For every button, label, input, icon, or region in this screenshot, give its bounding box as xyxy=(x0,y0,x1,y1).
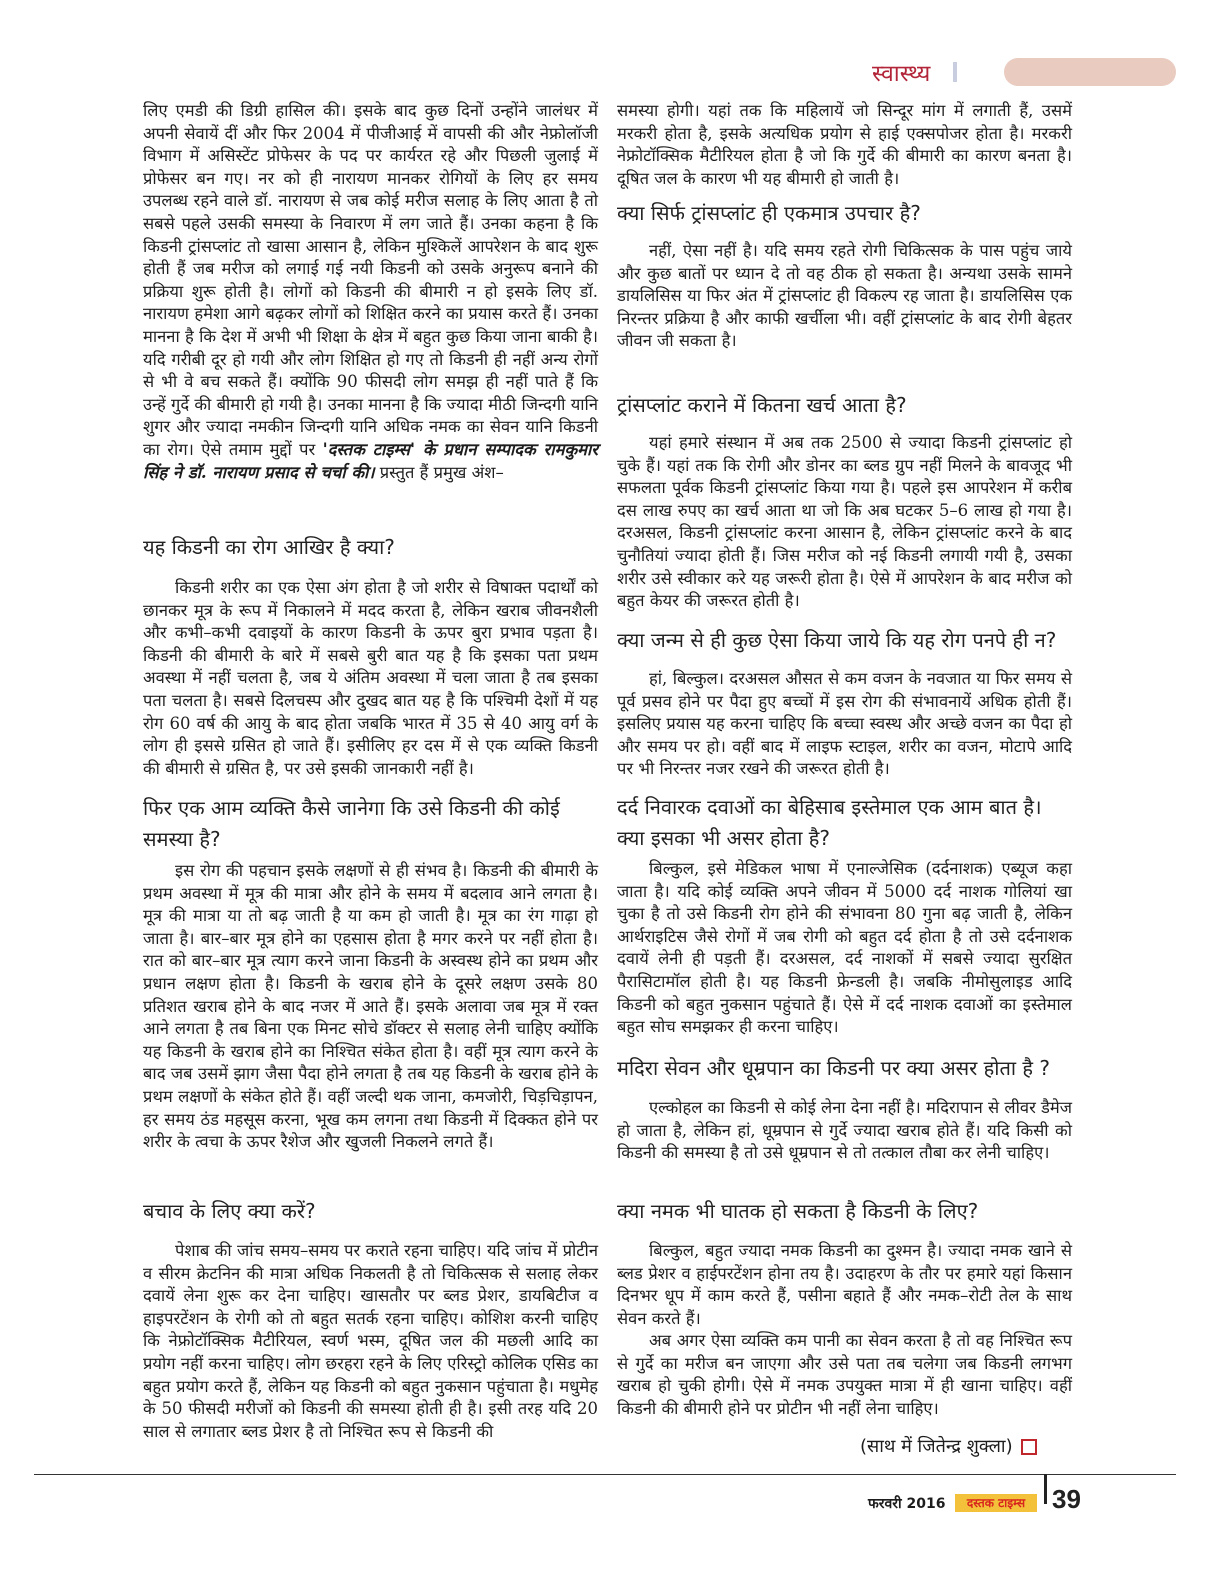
page-number: 39 xyxy=(1052,1484,1081,1514)
heading: क्या जन्म से ही कुछ ऐसा किया जाये कि यह रोग पनपे ही न? xyxy=(617,628,1057,652)
footer-divider xyxy=(34,1474,1176,1475)
intro-paragraph xyxy=(143,100,598,484)
paragraph: पेशाब की जांच समय–समय पर कराते रहना चाहिए। यदि जांच में प्रोटीन व सीरम क्रेटनिन की मात्रा अधिक निकलती है तो चिकित्सक से सलाह लेकर दवायें लेना शुरू कर देना चाहिए। खासतौर पर ब्लड प्रेशर, डायबिटीज व हाइपरटेंशन के रोगी को तो बहुत सतर्क रहना चाहिए। कोशिश करनी चाहिए कि नेफ्रोटॉक्सिक मैटीरियल, स्वर्ण भस्म, दूषित जल की मछली आदि का प्रयोग नहीं करना चाहिए। लोग छरहरा रहने के लिए एरिस्ट्रो कोलिक एसिड का बहुत प्रयोग करते हैं, लेकिन यह किडनी को बहुत नुकसान पहुंचाता है। मधुमेह के 50 फीसदी मरीजों को किडनी की समस्या होती ही है। इसी तरह यदि 20 साल से लगातार ब्लड प्रेशर है तो निश्चित रूप से किडनी की xyxy=(143,1241,598,1441)
intro-text: लिए एमडी की डिग्री हासिल की। इसके बाद कुछ दिनों उन्होंने जालंधर में अपनी सेवायें दीं और फिर 2004 में पीजीआई में वापसी की और नेफ्रोलॉजी विभाग में असिस्टेंट प्रोफेसर के पद पर कार्यरत रहे और पिछली जुलाई में प्रोफेसर बन गए। नर को ही नारायण मानकर रोगियों के लिए हर समय उपलब्ध रहने वाले डॉ. नारायण से जब कोई मरीज सलाह के लिए आता है तो सबसे पहले उसकी समस्या के निवारण में लग जाते हैं। उनका कहना है कि किडनी ट्रांसप्लांट तो खासा आसान है, लेकिन मुश्किलें आपरेशन के बाद शुरू होती हैं जब मरीज को लगाई गई नयी किडनी को उसके अनुरूप बनाने की प्रक्रिया शुरू होती है। लोगों को किडनी की बीमारी न हो इसके लिए डॉ. नारायण हमेशा आगे बढ़कर लोगों को शिक्षित करने का प्रयास करते हैं। उनका मानना है कि देश में अभी भी शिक्षा के क्षेत्र में बहुत कुछ किया जाना बाकी है। यदि गरीबी दूर हो गयी और लोग शिक्षित हो गए तो किडनी ही नहीं अन्य रोगों से भी वे बच सकते हैं। क्योंकि 90 फीसदी लोग समझ ही नहीं पाते हैं कि उन्हें गुर्दे की बीमारी हो गयी है। उनका मानना है कि ज्यादा मीठी जिन्दगी यानि शुगर और ज्यादा नमकीन जिन्दगी यानि अधिक नमक का सेवन यानि किडनी का रोग। ऐसे तमाम मुद्दों पर xyxy=(143,101,598,459)
page-number-divider xyxy=(1044,1474,1047,1504)
header-decoration xyxy=(1004,58,1176,86)
heading: फिर एक आम व्यक्ति कैसे जानेगा कि उसे किडनी की कोई समस्या है? xyxy=(143,796,560,851)
heading: बचाव के लिए क्या करें? xyxy=(143,1199,316,1223)
paragraph: बिल्कुल, बहुत ज्यादा नमक किडनी का दुश्मन है। ज्यादा नमक खाने से ब्लड प्रेशर व हाईपरटेंशन होना तय है। उदाहरण के तौर पर हमारे यहां किसान दिनभर धूप में काम करते हैं, पसीना बहाते हैं और नमक–रोटी तेल के साथ सेवन करते हैं। xyxy=(617,1241,1072,1328)
heading: ट्रांसप्लांट कराने में कितना खर्च आता है? xyxy=(617,393,907,417)
paragraph: एल्कोहल का किडनी से कोई लेना देना नहीं है। मदिरापान से लीवर डैमेज हो जाता है, लेकिन हां, धूम्रपान से गुर्दे ज्यादा खराब होते हैं। यदि किसी को किडनी की समस्या है तो उसे धूम्रपान से तो तत्काल तौबा कर लेनी चाहिए। xyxy=(617,1098,1072,1163)
intro-tail: प्रस्तुत हैं प्रमुख अंश– xyxy=(374,462,504,482)
paragraph: हां, बिल्कुल। दरअसल औसत से कम वजन के नवजात या फिर समय से पूर्व प्रसव होने पर पैदा हुए बच्चों में इस रोग की संभावनायें अधिक होती हैं। इसलिए प्रयास यह करना चाहिए कि बच्चा स्वस्थ और अच्छे वजन का पैदा हो और समय पर हो। वहीं बाद में लाइफ स्टाइल, शरीर का वजन, मोटापे आदि पर भी निरन्तर नजर रखने की जरूरत होती है। xyxy=(617,669,1072,779)
heading: दर्द निवारक दवाओं का बेहिसाब इस्तेमाल एक आम बात है। क्या इसका भी असर होता है? xyxy=(617,795,1042,850)
heading: मदिरा सेवन और धूम्रपान का किडनी पर क्या असर होता है ? xyxy=(617,1056,1051,1080)
heading: क्या सिर्फ ट्रांसप्लांट ही एकमात्र उपचार है? xyxy=(617,201,921,225)
paragraph: समस्या होगी। यहां तक कि महिलायें जो सिन्दूर मांग में लगाती हैं, उसमें मरकरी होता है, इसके अत्यधिक प्रयोग से हाई एक्सपोजर होता है। मरकरी नेफ्रोटॉक्सिक मैटीरियल होता है जो कि गुर्दे की बीमारी का कारण बनता है। दूषित जल के कारण भी यह बीमारी हो जाती है। xyxy=(617,101,1072,188)
section-title: स्वास्थ्य xyxy=(872,61,931,87)
heading: यह किडनी का रोग आखिर है क्या? xyxy=(143,535,395,559)
intro-bold-text: 'दस्तक टाइम्स' के प्रधान सम्पादक रामकुमार सिंह ने डॉ. नारायण प्रसाद से चर्चा की। xyxy=(143,439,598,482)
title-divider xyxy=(953,62,957,82)
end-mark-icon xyxy=(1021,1439,1037,1455)
issue-date: फरवरी 2016 xyxy=(868,1496,946,1512)
paragraph: नहीं, ऐसा नहीं है। यदि समय रहते रोगी चिकित्सक के पास पहुंच जाये और कुछ बातों पर ध्यान दे तो वह ठीक हो सकता है। अन्यथा उसके सामने डायलिसिस या फिर अंत में ट्रांसप्लांट ही विकल्प रह जाता है। डायलिसिस एक निरन्तर प्रक्रिया है और काफी खर्चीला भी। वहीं ट्रांसप्लांट के बाद रोगी बेहतर जीवन जी सकता है। xyxy=(617,241,1072,351)
magazine-logo: दस्तक टाइम्स xyxy=(955,1494,1037,1512)
credit-text: (साथ में जितेन्द्र शुक्ला) xyxy=(860,1436,1013,1457)
credit-line xyxy=(860,1434,1037,1458)
heading: क्या नमक भी घातक हो सकता है किडनी के लिए? xyxy=(617,1199,979,1223)
paragraph: किडनी शरीर का एक ऐसा अंग होता है जो शरीर से विषाक्त पदार्थों को छानकर मूत्र के रूप में निकालने में मदद करता है, लेकिन खराब जीवनशैली और कभी–कभी दवाइयों के कारण किडनी के ऊपर बुरा प्रभाव पड़ता है। किडनी की बीमारी के बारे में सबसे बुरी बात यह है कि इसका पता प्रथम अवस्था में नहीं चलता है, जब ये अंतिम अवस्था में चला जाता है तब इसका पता चलता है। सबसे दिलचस्प और दुखद बात यह है कि पश्चिमी देशों में यह रोग 60 वर्ष की आयु के बाद होता जबकि भारत में 35 से 40 आयु वर्ग के लोग ही इससे ग्रसित हो जाते हैं। इसीलिए हर दस में से एक व्यक्ति किडनी की बीमारी से ग्रसित है, पर उसे इसकी जानकारी नहीं है। xyxy=(143,578,598,778)
paragraph: यहां हमारे संस्थान में अब तक 2500 से ज्यादा किडनी ट्रांसप्लांट हो चुके हैं। यहां तक कि रोगी और डोनर का ब्लड ग्रुप नहीं मिलने के बावजूद भी सफलता पूर्वक किडनी ट्रांसप्लांट किया गया है। पहले इस आपरेशन में करीब दस लाख रुपए का खर्च आता था जो कि अब घटकर 5–6 लाख हो गया है। दरअसल, किडनी ट्रांसप्लांट करना आसान है, लेकिन ट्रांसप्लांट करने के बाद चुनौतियां ज्यादा होती हैं। जिस मरीज को नई किडनी लगायी गयी है, उसका शरीर उसे स्वीकार करे यह जरूरी होता है। ऐसे में आपरेशन के बाद मरीज को बहुत केयर की जरूरत होती है। xyxy=(617,433,1072,611)
paragraph: अब अगर ऐसा व्यक्ति कम पानी का सेवन करता है तो वह निश्चित रूप से गुर्दे का मरीज बन जाएगा और उसे पता तब चलेगा जब किडनी लगभग खराब हो चुकी होगी। ऐसे में नमक उपयुक्त मात्रा में ही खाना चाहिए। वहीं किडनी की बीमारी होने पर प्रोटीन भी नहीं लेना चाहिए। xyxy=(617,1331,1072,1418)
paragraph: इस रोग की पहचान इसके लक्षणों से ही संभव है। किडनी की बीमारी के प्रथम अवस्था में मूत्र की मात्रा और होने के समय में बदलाव आने लगता है। मूत्र की मात्रा या तो बढ़ जाती है या कम हो जाती है। मूत्र का रंग गाढ़ा हो जाता है। बार–बार मूत्र होने का एहसास होता है मगर करने पर नहीं होता है। रात को बार–बार मूत्र त्याग करने जाना किडनी के अस्वस्थ होने का प्रथम और प्रधान लक्षण होता है। किडनी के खराब होने के दूसरे लक्षण उसके 80 प्रतिशत खराब होने के बाद नजर में आते हैं। इसके अलावा जब मूत्र में रक्त आने लगता है तब बिना एक मिनट सोचे डॉक्टर से सलाह लेनी चाहिए क्योंकि यह किडनी के खराब होने का निश्चित संकेत होता है। वहीं मूत्र त्याग करने के बाद जब उसमें झाग जैसा पैदा होने लगता है तब यह किडनी के खराब होने के प्रथम लक्षणों के संकेत होते हैं। वहीं जल्दी थक जाना, कमजोरी, चिड़चिड़ापन, हर समय ठंड महसूस करना, भूख कम लगना तथा किडनी में दिक्कत होने पर शरीर के त्वचा के ऊपर रैशेज और खुजली निकलने लगते हैं। xyxy=(143,861,598,1152)
paragraph: बिल्कुल, इसे मेडिकल भाषा में एनाल्जेसिक (दर्दनाशक) एब्यूज कहा जाता है। यदि कोई व्यक्ति अपने जीवन में 5000 दर्द नाशक गोलियां खा चुका है तो उसे किडनी रोग होने की संभावना 80 गुना बढ़ जाती है, लेकिन आर्थराइटिस जैसे रोगों में जब रोगी को बहुत दर्द होता है तो उसे दर्दनाशक दवायें लेनी ही पड़ती हैं। दरअसल, दर्द नाशकों में सबसे ज्यादा सुरक्षित पैरासिटामॉल होती है। यह किडनी फ्रेन्डली है। जबकि नीमोसुलाइड आदि किडनी को बहुत नुकसान पहुंचाते हैं। ऐसे में दर्द नाशक दवाओं का इस्तेमाल बहुत सोच समझकर ही करना चाहिए। xyxy=(617,859,1072,1037)
